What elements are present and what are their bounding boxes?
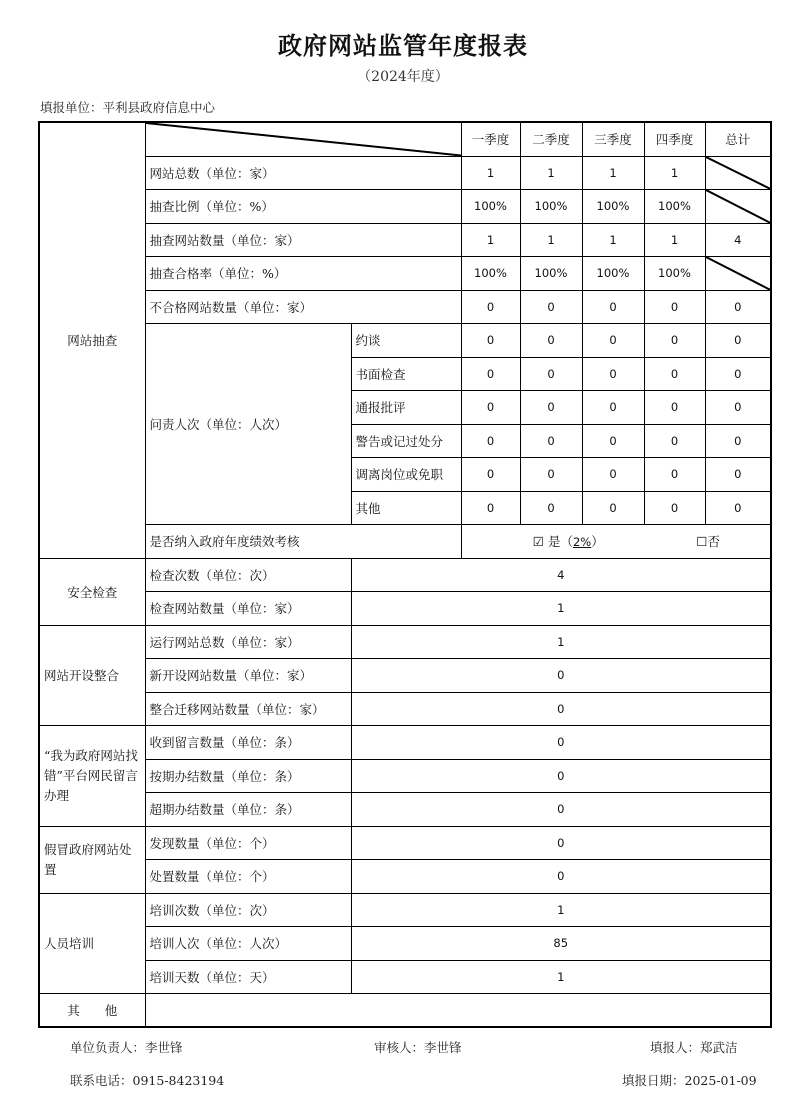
no-label: 否 bbox=[707, 534, 720, 549]
assessment-label: 是否纳入政府年度绩效考核 bbox=[145, 524, 461, 558]
category-messages: “我为政府网站找错”平台网民留言办理 bbox=[39, 725, 145, 826]
table-row bbox=[39, 826, 771, 859]
cell-total: 0 bbox=[705, 290, 771, 323]
row-label: 网站总数（单位：家） bbox=[145, 156, 461, 189]
row-label: 培训次数（单位：次） bbox=[145, 893, 351, 926]
cell-value: 1 bbox=[351, 893, 771, 926]
table-row bbox=[39, 993, 771, 1027]
yes-checkbox[interactable]: ☑ bbox=[532, 534, 544, 549]
cell-value: 4 bbox=[351, 558, 771, 591]
cell-q1: 1 bbox=[461, 223, 520, 256]
cell-q3: 100% bbox=[582, 256, 644, 290]
cell-q4: 1 bbox=[644, 223, 705, 256]
cell-q2: 100% bbox=[520, 189, 582, 223]
cell-total-empty bbox=[705, 156, 771, 189]
cell-value: 1 bbox=[351, 591, 771, 625]
category-spot-check: 网站抽查 bbox=[39, 122, 145, 558]
table-row bbox=[39, 792, 771, 826]
no-checkbox[interactable]: ☐ bbox=[696, 534, 708, 549]
cell-total-empty bbox=[705, 189, 771, 223]
cell-q2: 0 bbox=[520, 357, 582, 390]
category-integration: 网站开设整合 bbox=[39, 625, 145, 725]
cell-q4: 1 bbox=[644, 156, 705, 189]
table-row bbox=[39, 524, 771, 558]
cell-value: 0 bbox=[351, 725, 771, 759]
cell-total: 0 bbox=[705, 323, 771, 357]
row-label: 处置数量（单位：个） bbox=[145, 859, 351, 893]
cell-q3: 1 bbox=[582, 156, 644, 189]
diagonal-line bbox=[706, 257, 771, 290]
table-row bbox=[39, 156, 771, 189]
cell-q4: 0 bbox=[644, 457, 705, 491]
cell-q4: 0 bbox=[644, 290, 705, 323]
cell-total: 0 bbox=[705, 457, 771, 491]
cell-q3: 0 bbox=[582, 390, 644, 424]
table-row bbox=[39, 558, 771, 591]
cell-q2: 1 bbox=[520, 223, 582, 256]
cell-q4: 0 bbox=[644, 357, 705, 390]
cell-q2: 0 bbox=[520, 390, 582, 424]
row-label: 新开设网站数量（单位：家） bbox=[145, 658, 351, 692]
cell-total: 0 bbox=[705, 491, 771, 524]
footer-responsible: 单位负责人：李世锋 bbox=[70, 1040, 183, 1055]
cell-q3: 0 bbox=[582, 457, 644, 491]
row-label: 警告或记过处分 bbox=[351, 424, 461, 457]
row-label: 调离岗位或免职 bbox=[351, 457, 461, 491]
table-row bbox=[39, 591, 771, 625]
filing-unit: 填报单位：平利县政府信息中心 bbox=[40, 100, 216, 115]
cell-q3: 0 bbox=[582, 424, 644, 457]
header-q3: 三季度 bbox=[582, 122, 644, 156]
footer-phone: 联系电话：0915-8423194 bbox=[70, 1073, 225, 1088]
cell-q3: 0 bbox=[582, 357, 644, 390]
table-row bbox=[39, 926, 771, 960]
footer-reviewer: 审核人：李世锋 bbox=[374, 1040, 462, 1055]
table-row bbox=[39, 223, 771, 256]
row-label: 其他 bbox=[351, 491, 461, 524]
cell-q3: 0 bbox=[582, 290, 644, 323]
row-label: 检查网站数量（单位：家） bbox=[145, 591, 351, 625]
cell-q1: 0 bbox=[461, 390, 520, 424]
cell-value: 0 bbox=[351, 792, 771, 826]
cell-q3: 0 bbox=[582, 323, 644, 357]
table-header-row bbox=[39, 122, 771, 156]
table-row bbox=[39, 290, 771, 323]
table-row bbox=[39, 256, 771, 290]
cell-total: 0 bbox=[705, 390, 771, 424]
diagonal-line bbox=[706, 157, 771, 189]
cell-value: 0 bbox=[351, 692, 771, 725]
row-label: 整合迁移网站数量（单位：家） bbox=[145, 692, 351, 725]
report-title: 政府网站监管年度报表 bbox=[278, 32, 528, 60]
row-label: 运行网站总数（单位：家） bbox=[145, 625, 351, 658]
cell-value: 0 bbox=[351, 658, 771, 692]
table-row bbox=[39, 759, 771, 792]
cell-q4: 0 bbox=[644, 390, 705, 424]
row-label: 收到留言数量（单位：条） bbox=[145, 725, 351, 759]
header-diagonal-cell bbox=[145, 122, 461, 156]
row-label: 抽查比例（单位：%） bbox=[145, 189, 461, 223]
row-label: 不合格网站数量（单位：家） bbox=[145, 290, 461, 323]
row-label: 超期办结数量（单位：条） bbox=[145, 792, 351, 826]
accountability-label: 问责人次（单位：人次） bbox=[145, 323, 351, 524]
header-q1: 一季度 bbox=[461, 122, 520, 156]
diagonal-line bbox=[706, 190, 771, 223]
footer-date: 填报日期：2025-01-09 bbox=[622, 1073, 757, 1088]
assessment-choice bbox=[461, 524, 771, 558]
cell-q2: 100% bbox=[520, 256, 582, 290]
row-label: 抽查网站数量（单位：家） bbox=[145, 223, 461, 256]
cell-q4: 0 bbox=[644, 424, 705, 457]
cell-value: 0 bbox=[351, 826, 771, 859]
row-label: 抽查合格率（单位：%） bbox=[145, 256, 461, 290]
table-row bbox=[39, 189, 771, 223]
row-label: 书面检查 bbox=[351, 357, 461, 390]
cell-q2: 0 bbox=[520, 457, 582, 491]
cell-value: 1 bbox=[351, 960, 771, 993]
cell-q4: 100% bbox=[644, 189, 705, 223]
diagonal-line bbox=[146, 123, 461, 156]
row-label: 约谈 bbox=[351, 323, 461, 357]
category-security: 安全检查 bbox=[39, 558, 145, 625]
cell-q2: 0 bbox=[520, 290, 582, 323]
table-row bbox=[39, 725, 771, 759]
table-row bbox=[39, 692, 771, 725]
cell-q4: 0 bbox=[644, 491, 705, 524]
yes-percent: 2% bbox=[572, 535, 592, 549]
cell-total: 4 bbox=[705, 223, 771, 256]
table-row bbox=[39, 893, 771, 926]
cell-q3: 0 bbox=[582, 491, 644, 524]
row-label: 发现数量（单位：个） bbox=[145, 826, 351, 859]
cell-q1: 0 bbox=[461, 323, 520, 357]
row-label: 检查次数（单位：次） bbox=[145, 558, 351, 591]
table-row bbox=[39, 625, 771, 658]
report-year: （2024年度） bbox=[357, 69, 449, 85]
cell-value: 0 bbox=[351, 859, 771, 893]
cell-q1: 1 bbox=[461, 156, 520, 189]
cell-q2: 0 bbox=[520, 424, 582, 457]
cell-q1: 0 bbox=[461, 357, 520, 390]
cell-q4: 100% bbox=[644, 256, 705, 290]
row-label: 按期办结数量（单位：条） bbox=[145, 759, 351, 792]
cell-q3: 1 bbox=[582, 223, 644, 256]
cell-q1: 0 bbox=[461, 424, 520, 457]
report-table bbox=[38, 121, 772, 1028]
cell-value: 0 bbox=[351, 759, 771, 792]
cell-value: 85 bbox=[351, 926, 771, 960]
cell-q2: 0 bbox=[520, 323, 582, 357]
cell-q2: 0 bbox=[520, 491, 582, 524]
header-q4: 四季度 bbox=[644, 122, 705, 156]
footer-filler: 填报人：郑武洁 bbox=[650, 1040, 738, 1055]
table-row bbox=[39, 859, 771, 893]
cell-total: 0 bbox=[705, 357, 771, 390]
cell-value: 1 bbox=[351, 625, 771, 658]
cell-q1: 100% bbox=[461, 256, 520, 290]
row-label: 培训人次（单位：人次） bbox=[145, 926, 351, 960]
cell-total: 0 bbox=[705, 424, 771, 457]
cell-q1: 0 bbox=[461, 457, 520, 491]
cell-q2: 1 bbox=[520, 156, 582, 189]
row-label: 培训天数（单位：天） bbox=[145, 960, 351, 993]
header-q2: 二季度 bbox=[520, 122, 582, 156]
other-value bbox=[145, 993, 771, 1027]
category-other: 其 他 bbox=[39, 993, 145, 1027]
yes-label: 是（2%） bbox=[547, 534, 604, 549]
category-counterfeit: 假冒政府网站处置 bbox=[39, 826, 145, 893]
cell-q4: 0 bbox=[644, 323, 705, 357]
cell-q1: 0 bbox=[461, 290, 520, 323]
table-row bbox=[39, 323, 771, 357]
category-training: 人员培训 bbox=[39, 893, 145, 993]
cell-total-empty bbox=[705, 256, 771, 290]
cell-q1: 0 bbox=[461, 491, 520, 524]
table-row bbox=[39, 960, 771, 993]
cell-q1: 100% bbox=[461, 189, 520, 223]
row-label: 通报批评 bbox=[351, 390, 461, 424]
cell-q3: 100% bbox=[582, 189, 644, 223]
table-row bbox=[39, 658, 771, 692]
header-total: 总计 bbox=[705, 122, 771, 156]
